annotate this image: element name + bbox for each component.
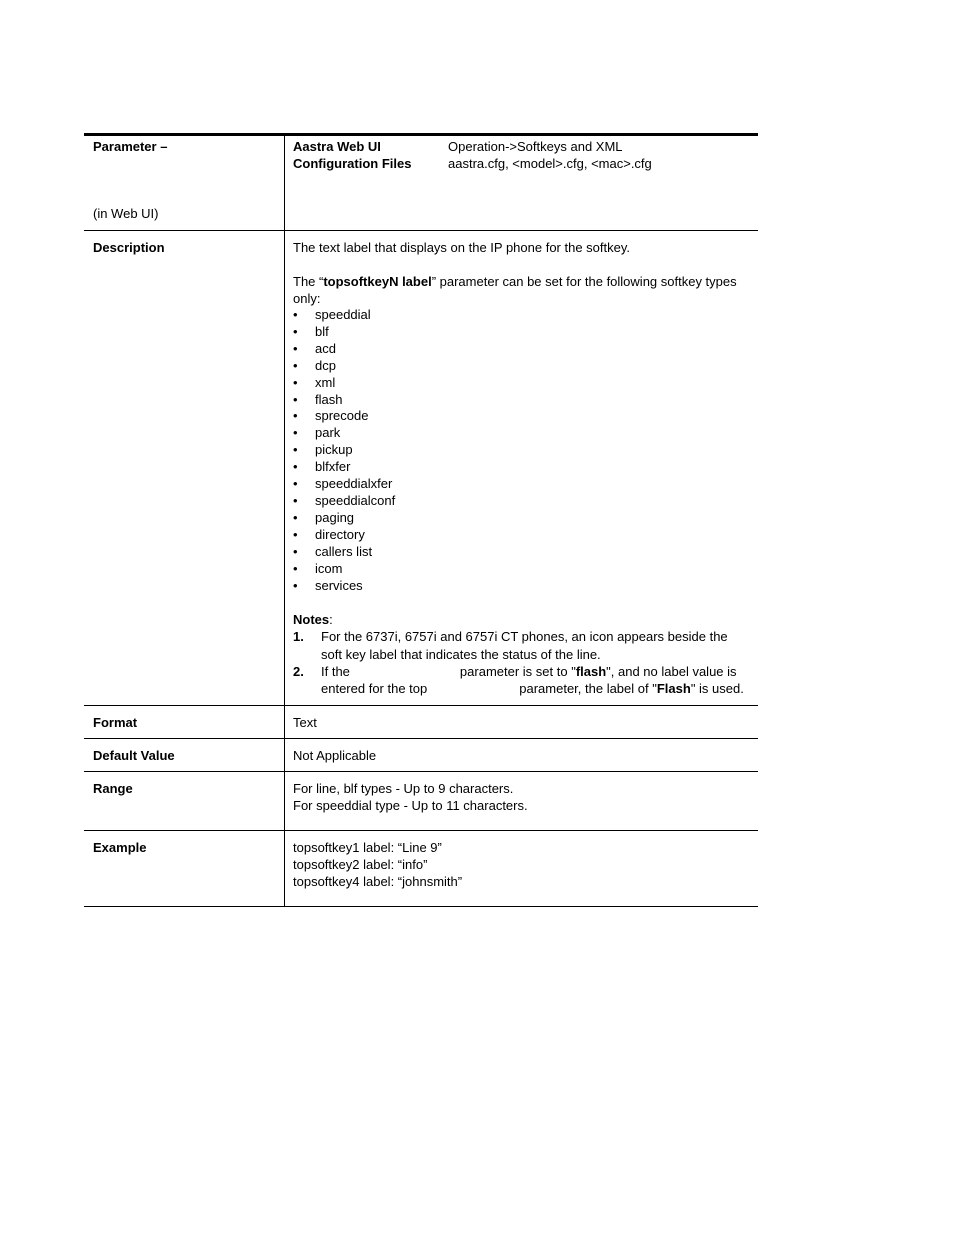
range-label: Range: [84, 772, 285, 830]
example-line: topsoftkey2 label: “info”: [293, 856, 428, 872]
config-files-value: aastra.cfg, <model>.cfg, <mac>.cfg: [448, 156, 652, 171]
list-item: • callers list: [293, 544, 750, 561]
example-label: Example: [84, 831, 285, 906]
parameter-label-web-ui: (in Web UI): [93, 206, 159, 221]
description-intro: The text label that displays on the IP phone for the softkey.: [293, 240, 631, 255]
range-value-cell: [285, 772, 758, 830]
parameter-row: [84, 136, 758, 231]
parameter-label: Parameter –: [93, 139, 168, 154]
list-item: • directory: [293, 527, 750, 544]
list-item: • park: [293, 425, 750, 442]
parameter-value-cell: [285, 136, 758, 230]
notes-list: [293, 628, 750, 697]
example-line: topsoftkey1 label: “Line 9”: [293, 839, 442, 855]
note-text: If the parameter is set to "flash", and no label value is entered for the top parameter, the label of "Flash" is used.: [321, 664, 744, 697]
note-number: 1.: [293, 629, 304, 645]
list-item: • speeddialxfer: [293, 476, 750, 493]
list-item: • speeddialconf: [293, 493, 750, 510]
format-value: Text: [293, 714, 317, 730]
list-item: • speeddial: [293, 307, 750, 324]
softkey-types-list: [293, 307, 750, 594]
description-value-cell: [285, 231, 758, 705]
topsoftkey-label-param: topsoftkeyN label: [323, 274, 432, 289]
format-label: Format: [84, 706, 285, 738]
note-item-1: [293, 628, 750, 663]
config-files-line: [293, 155, 750, 172]
description-types-sentence: The “topsoftkeyN label” parameter can be set for the following softkey types only:: [293, 274, 737, 306]
web-ui-key: Aastra Web UI: [293, 139, 381, 154]
notes-heading: Notes:: [293, 612, 333, 628]
list-item: • xml: [293, 375, 750, 392]
default-value-label: Default Value: [84, 739, 285, 771]
list-item: • flash: [293, 392, 750, 409]
list-item: • blf: [293, 324, 750, 341]
parameter-label-cell: [84, 136, 285, 230]
description-row: [84, 231, 758, 706]
list-item: • icom: [293, 561, 750, 578]
range-line: For line, blf types - Up to 9 characters.: [293, 780, 514, 796]
example-line: topsoftkey4 label: “johnsmith”: [293, 873, 463, 889]
description-label: Description: [84, 231, 285, 705]
list-item: • blfxfer: [293, 459, 750, 476]
list-item: • sprecode: [293, 408, 750, 425]
list-item: • acd: [293, 341, 750, 358]
config-files-key: Configuration Files: [293, 156, 412, 171]
note-item-2: [293, 663, 750, 698]
list-item: • paging: [293, 510, 750, 527]
range-line: For speeddial type - Up to 11 characters.: [293, 797, 528, 813]
format-row: [84, 706, 758, 739]
list-item: • dcp: [293, 358, 750, 375]
default-value-value: Not Applicable: [293, 747, 377, 763]
note-number: 2.: [293, 664, 304, 679]
example-row: [84, 831, 758, 907]
note-text: For the 6737i, 6757i and 6757i CT phones, an icon appears beside the soft key label that indicates the status of the line.: [321, 629, 728, 662]
default-value-row: [84, 739, 758, 772]
range-row: [84, 772, 758, 831]
list-item: • services: [293, 578, 750, 595]
list-item: • pickup: [293, 442, 750, 459]
example-value-cell: [285, 831, 758, 906]
parameter-table: [84, 133, 758, 907]
web-ui-line: [293, 138, 750, 155]
web-ui-value: Operation->Softkeys and XML: [448, 139, 623, 154]
